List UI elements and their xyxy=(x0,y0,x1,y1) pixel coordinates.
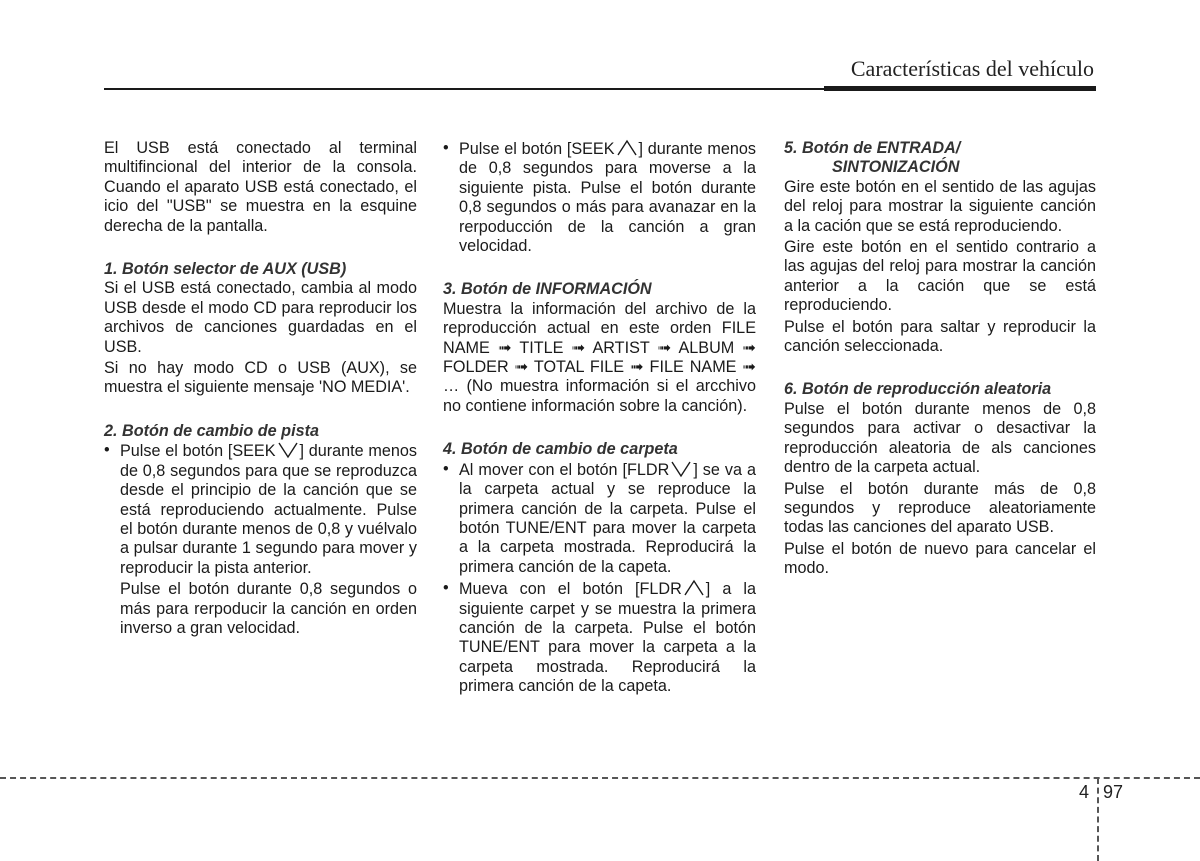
section-2-list xyxy=(104,441,417,578)
list-item-text-post: ] durante menos de 0,8 segundos para que se reproduzca desde el principio de la canción que se está reproduciendo actualmente. Pulse el botón durante menos de 0,8 y vuélvalo a pulsar durante 1 segundo para mover y reproducir la pista anterior. xyxy=(120,442,418,577)
chevron-up-icon xyxy=(616,139,638,157)
section-5-paragraph-1: Gire este botón en el sentido de las agujas del reloj para mostrar la siguiente canción a la cación que se está reproduciendo. xyxy=(784,177,1096,235)
chevron-down-icon xyxy=(670,460,692,478)
section-5-heading-line-2: SINTONIZACIÓN xyxy=(832,158,960,177)
section-3-heading: 3. Botón de INFORMACIÓN xyxy=(443,280,652,299)
page-number: 97 xyxy=(1103,782,1124,802)
list-item xyxy=(443,139,756,256)
section-4-heading: 4. Botón de cambio de carpeta xyxy=(443,440,678,459)
chevron-up-icon xyxy=(683,579,705,597)
section-2-heading: 2. Botón de cambio de pista xyxy=(104,421,319,440)
column-1 xyxy=(104,139,417,640)
footer-rule xyxy=(0,777,1200,779)
intro-paragraph: El USB está conectado al terminal multifincional del interior de la consola. Cuando el aparato USB está conectado, el icio del "USB" se muestra en la esquine derecha de la pantalla. xyxy=(104,139,417,235)
list-item-text-post: ] a la siguiente carpet y se muestra la primera canción de la carpeta. Pulse el botón TUNE/ENT para mover la carpeta a la carpeta mostrada. Reproducirá la primera canción de la capeta. xyxy=(459,580,756,696)
list-item xyxy=(443,460,756,577)
section-5-paragraph-3: Pulse el botón para saltar y reproducir la canción seleccionada. xyxy=(784,317,1096,356)
bullet-icon: • xyxy=(104,441,110,460)
list-item-text-post: ] se va a la carpeta actual y se reproduce la primera canción de la carpeta. Pulse el botón TUNE/ENT para mover la carpeta a la carpeta mostrada. Reproducirá la primera canción de la capeta. xyxy=(459,460,756,576)
section-1-paragraph-1: Si el USB está conectado, cambia al modo USB desde el modo CD para reproducir los archivos de canciones guardadas en el USB. xyxy=(104,279,417,356)
section-6-paragraph-2: Pulse el botón durante más de 0,8 segundos y reproduce aleatoriamente todas las canciones del aparato USB. xyxy=(784,479,1096,537)
section-3-paragraph: Muestra la información del archivo de la reproducción actual en este orden FILE NAME ➟ TITLE ➟ ARTIST ➟ ALBUM ➟ FOLDER ➟ TOTAL FILE ➟ FILE NAME ➟ … (No muestra información si el arcchivo no contiene información sobre la canción). xyxy=(443,299,756,415)
column-2 xyxy=(443,139,756,699)
list-item-text-pre: Pulse el botón [SEEK xyxy=(120,442,276,461)
seek-up-list xyxy=(443,139,756,256)
section-5-paragraph-2: Gire este botón en el sentido contrario a las agujas del reloj para mostrar la canción anterior a la cación que se está reproduciendo. xyxy=(784,238,1096,315)
list-item-text-post: ] durante menos de 0,8 segundos para moverse a la siguiente pista. Pulse el botón durante 0,8 segundos o más para avanazar en la rerpoducción de la canción a gran velocidad. xyxy=(459,140,757,256)
page-header-title: Características del vehículo xyxy=(850,56,1094,81)
bullet-icon: • xyxy=(443,139,449,157)
footer-divider xyxy=(1097,778,1099,861)
list-item-text-pre: Al mover con el botón [FLDR xyxy=(459,460,670,479)
list-item-text-pre: Pulse el botón [SEEK xyxy=(459,140,615,158)
list-item xyxy=(443,579,756,696)
header-rule-accent xyxy=(824,86,1096,91)
list-item xyxy=(104,441,417,578)
section-6-paragraph-3: Pulse el botón de nuevo para cancelar el modo. xyxy=(784,539,1096,578)
bullet-icon: • xyxy=(443,459,449,478)
chevron-down-icon xyxy=(277,441,299,459)
list-item-text-pre: Mueva con el botón [FLDR xyxy=(459,580,682,599)
chapter-number: 4 xyxy=(1079,782,1090,802)
section-4-list xyxy=(443,460,756,697)
section-5-heading-line-1: 5. Botón de ENTRADA/ xyxy=(784,139,961,157)
section-1-heading: 1. Botón selector de AUX (USB) xyxy=(104,260,347,279)
section-1-paragraph-2: Si no hay modo CD o USB (AUX), se muestra el siguiente mensaje 'NO MEDIA'. xyxy=(104,359,417,397)
column-3 xyxy=(784,139,1096,581)
section-6-paragraph-1: Pulse el botón durante menos de 0,8 segundos para activar o desactivar la reproducción aleatoria de als canciones dentro de la carpeta actual. xyxy=(784,399,1096,477)
bullet-icon: • xyxy=(443,579,449,598)
section-2-continuation: Pulse el botón durante 0,8 segundos o más para rerpoducir la canción en orden inverso a gran velocidad. xyxy=(120,580,417,637)
section-6-heading: 6. Botón de reproducción aleatoria xyxy=(784,380,1052,399)
